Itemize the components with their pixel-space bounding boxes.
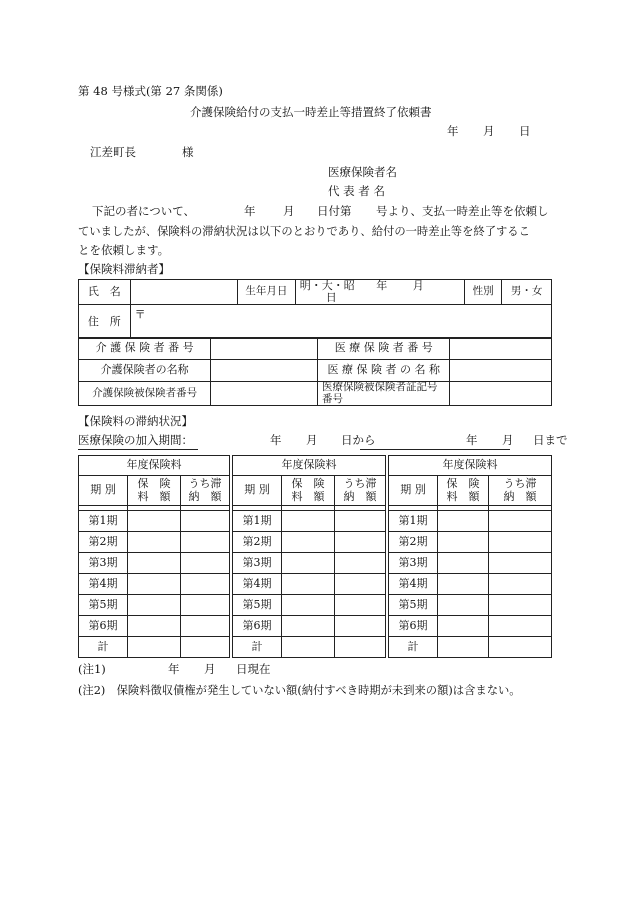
row-total: 計 [389, 637, 438, 658]
col-arrears: うち滞 納 額 [181, 476, 230, 506]
addressee-name: 江差町長 [90, 145, 136, 159]
document-title: 介護保険給付の支払一時差止等措置終了依頼書 [190, 105, 432, 119]
row-period-3: 第3期 [389, 553, 438, 574]
date-month-label: 月 [483, 124, 495, 138]
col-period: 期 別 [79, 476, 128, 506]
note1-year: 年 [168, 662, 180, 676]
premium-table-2 [232, 455, 386, 658]
medical-insurer-number-label: 医 療 保 険 者 番 号 [318, 338, 450, 360]
period-from-year: 年 [270, 433, 282, 447]
body-line2: ていましたが、保険料の滞納状況は以下のとおりであり、給付の一時差止等を終了するこ [78, 225, 530, 238]
address-label: 住 所 [79, 305, 131, 339]
premium-group-title: 年度保険料 [233, 456, 386, 476]
address-value [130, 305, 551, 339]
insurer-table [78, 337, 552, 406]
section-delinquent-heading: 【保険料滞納者】 [78, 262, 170, 276]
col-premium: 保 険 料 額 [438, 476, 489, 506]
note1-label: (注1) [78, 662, 106, 676]
row-total: 計 [233, 637, 282, 658]
period-to-month: 月 [502, 433, 514, 447]
note2: (注2) 保険料徴収債権が発生していない額(納付すべき時期が未到来の額)は含まない。 [78, 684, 521, 697]
period-from-month: 月 [306, 433, 318, 447]
col-premium: 保 険 料 額 [128, 476, 181, 506]
era-options: 明・大・昭 [299, 279, 355, 292]
medical-insurer-number-value [450, 338, 552, 360]
delinquent-table [78, 279, 552, 339]
insurer-name-label: 医療保険者名 [328, 165, 397, 179]
col-premium: 保 険 料 額 [282, 476, 335, 506]
period-to-day: 日まで [533, 433, 568, 447]
period-label: 医療保険の加入期間： [78, 433, 193, 447]
note1-month: 月 [204, 662, 216, 676]
premium-table-1 [78, 455, 230, 658]
row-period-2: 第2期 [79, 532, 128, 553]
period-to-underline [360, 448, 510, 450]
row-period-5: 第5期 [389, 595, 438, 616]
name-label: 氏 名 [79, 280, 131, 305]
birth-value [295, 280, 464, 305]
sex-label: 性別 [464, 280, 501, 305]
body-line1-date: 日付第 [317, 204, 352, 218]
medical-insured-number-value [450, 382, 552, 406]
representative-label: 代 表 者 名 [328, 184, 385, 198]
premium-table-3 [388, 455, 552, 658]
body-line1-month: 月 [283, 204, 295, 218]
medical-insurer-name-value [450, 360, 552, 382]
row-period-1: 第1期 [233, 511, 282, 532]
row-period-2: 第2期 [233, 532, 282, 553]
care-insurer-name-label: 介護保険者の名称 [79, 360, 211, 382]
row-period-4: 第4期 [233, 574, 282, 595]
date-year-label: 年 [447, 124, 459, 138]
name-value [130, 280, 237, 305]
col-period: 期 別 [233, 476, 282, 506]
row-total: 計 [79, 637, 128, 658]
care-insurer-number-label: 介 護 保 険 者 番 号 [79, 338, 211, 360]
care-insured-number-label: 介護保険被保険者番号 [79, 382, 211, 406]
row-period-4: 第4期 [389, 574, 438, 595]
date-day-label: 日 [519, 124, 531, 138]
section-arrears-heading: 【保険料の滞納状況】 [78, 414, 193, 428]
col-arrears: うち滞 納 額 [335, 476, 386, 506]
care-insurer-name-value [211, 360, 318, 382]
row-period-3: 第3期 [79, 553, 128, 574]
premium-group-title: 年度保険料 [79, 456, 230, 476]
period-from-day: 日から [341, 433, 376, 447]
row-period-5: 第5期 [79, 595, 128, 616]
body-line3: とを依頼します。 [78, 243, 170, 257]
birth-day-unit: 日 [325, 291, 337, 305]
form-number: 第 48 号様式(第 27 条関係) [78, 84, 223, 98]
body-line1-b: 号より、支払一時差止等を依頼し [376, 204, 549, 218]
birth-year-unit: 年 [376, 279, 388, 292]
col-period: 期 別 [389, 476, 438, 506]
note1-asof: 日現在 [236, 662, 271, 676]
row-period-2: 第2期 [389, 532, 438, 553]
premium-group-title: 年度保険料 [389, 456, 552, 476]
body-line1-a: 下記の者について、 [92, 204, 196, 218]
row-period-6: 第6期 [233, 616, 282, 637]
row-period-3: 第3期 [233, 553, 282, 574]
birth-month-unit: 月 [412, 279, 424, 292]
col-arrears: うち滞 納 額 [489, 476, 552, 506]
row-period-6: 第6期 [389, 616, 438, 637]
postal-mark: 〒 [134, 308, 146, 322]
care-insured-number-value [211, 382, 318, 406]
birth-label: 生年月日 [238, 280, 296, 305]
care-insurer-number-value [211, 338, 318, 360]
row-period-1: 第1期 [79, 511, 128, 532]
row-period-1: 第1期 [389, 511, 438, 532]
row-period-5: 第5期 [233, 595, 282, 616]
row-period-4: 第4期 [79, 574, 128, 595]
body-line1-year: 年 [244, 204, 256, 218]
sex-options: 男・女 [502, 280, 552, 305]
row-period-6: 第6期 [79, 616, 128, 637]
period-label-underline [78, 448, 198, 450]
medical-insured-number-label: 医療保険被保険者証記号番号 [318, 382, 450, 406]
medical-insurer-name-label: 医 療 保 険 者 の 名 称 [318, 360, 450, 382]
period-to-year: 年 [466, 433, 478, 447]
addressee-honorific: 様 [182, 145, 194, 159]
